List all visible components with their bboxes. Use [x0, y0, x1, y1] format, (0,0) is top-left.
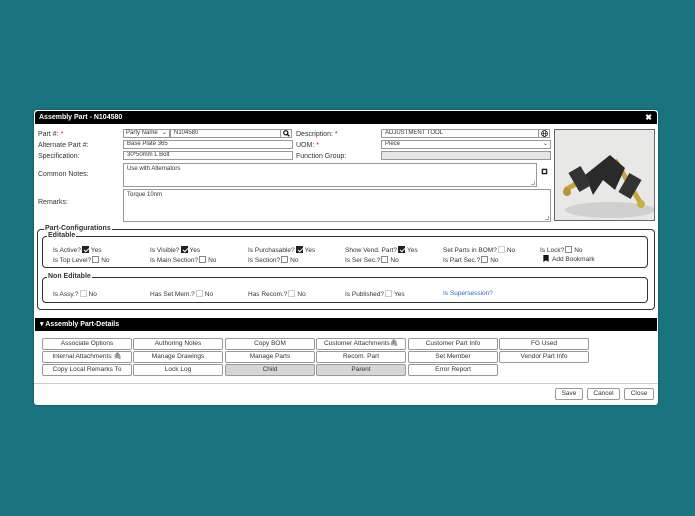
uom-select[interactable]: Piece ⌄ [381, 140, 551, 149]
description-input[interactable]: ADJUSTMENT TOOL [381, 129, 539, 138]
copy-local-remarks-button[interactable]: Copy Local Remarks To [42, 364, 132, 376]
paperclip-icon: 🖇 [113, 353, 122, 360]
bookmark-icon [543, 255, 549, 262]
fg-used-button[interactable]: FG Used [499, 338, 589, 350]
alternate-part-label: Alternate Part #: [38, 142, 89, 149]
common-notes-label: Common Notes: [38, 171, 89, 178]
caret-down-icon: ▾ [40, 321, 44, 328]
copy-bom-button[interactable]: Copy BOM [225, 338, 315, 350]
checkbox[interactable] [381, 256, 388, 263]
is-supersession-link[interactable]: Is Supersession? [443, 290, 493, 297]
uom-label: UOM: * [296, 142, 319, 149]
has-recom-option: Has Recom.? No [248, 291, 306, 298]
checkbox [288, 290, 295, 297]
part-no-label: Part #: * [38, 131, 64, 138]
specification-label: Specification: [38, 153, 80, 160]
assembly-part-dialog [34, 110, 658, 405]
function-group-input [381, 151, 551, 160]
close-button[interactable]: Close [624, 388, 654, 400]
save-button[interactable]: Save [555, 388, 583, 400]
show-vend-part-option[interactable]: Show Vend. Part? Yes [345, 247, 418, 254]
checkbox[interactable] [199, 256, 206, 263]
is-ser-sec-option[interactable]: Is Ser Sec.? No [345, 257, 399, 264]
part-type-select[interactable]: Party Name ⌄ [123, 129, 170, 138]
alternate-part-input[interactable]: Base Plate 365 [123, 140, 293, 149]
chevron-down-icon: ⌄ [542, 141, 548, 147]
manage-drawings-button[interactable]: Manage Drawings [133, 351, 223, 363]
checkbox[interactable] [498, 246, 505, 253]
function-group-label: Function Group: [296, 153, 347, 160]
customer-part-info-button[interactable]: Customer Part Info [408, 338, 498, 350]
checkbox[interactable] [92, 256, 99, 263]
lock-log-button[interactable]: Lock Log [133, 364, 223, 376]
part-configurations-fieldset [37, 225, 655, 310]
non-editable-legend: Non Editable [48, 273, 91, 280]
dialog-titlebar [35, 111, 657, 124]
has-set-mem-option: Has Set Mem.? No [150, 291, 214, 298]
is-part-sec-option[interactable]: Is Part Sec.? No [443, 257, 499, 264]
set-parts-in-bom-option[interactable]: Set Parts in BOM? No [443, 247, 516, 254]
checkbox[interactable] [481, 256, 488, 263]
is-active-option[interactable]: Is Active? Yes [53, 247, 102, 254]
notes-icon[interactable] [538, 168, 550, 177]
is-purchasable-option[interactable]: Is Purchasable? Yes [248, 247, 316, 254]
customer-attachments-button[interactable]: Customer Attachments🖇 [316, 338, 406, 350]
part-configurations-legend: Part-Configurations [45, 225, 111, 232]
is-top-level-option[interactable]: Is Top Level? No [53, 257, 110, 264]
authoring-notes-button[interactable]: Authoring Notes [133, 338, 223, 350]
non-editable-fieldset [42, 273, 648, 303]
checkbox[interactable] [565, 246, 572, 253]
checkbox[interactable] [296, 246, 303, 253]
child-button[interactable]: Child [225, 364, 315, 376]
vendor-part-info-button[interactable]: Vendor Part Info [499, 351, 589, 363]
dialog-title: Assembly Part - N104580 [39, 114, 123, 121]
checkbox [385, 290, 392, 297]
is-assy-option: Is Assy.? No [53, 291, 97, 298]
checkbox[interactable] [181, 246, 188, 253]
close-icon[interactable]: ✖ [645, 113, 652, 122]
add-bookmark-button[interactable]: Add Bookmark [543, 255, 595, 263]
cancel-button[interactable]: Cancel [587, 388, 620, 400]
is-lock-option[interactable]: Is Lock? No [540, 247, 583, 254]
is-published-option: Is Published? Yes [345, 291, 405, 298]
footer-divider [34, 383, 658, 384]
editable-legend: Editable [48, 232, 76, 239]
chevron-down-icon: ⌄ [161, 130, 167, 136]
error-report-button[interactable]: Error Report [408, 364, 498, 376]
checkbox [196, 290, 203, 297]
search-icon[interactable] [280, 129, 292, 138]
internal-attachments-button[interactable]: Internal Attachments 🖇 [42, 351, 132, 363]
description-label: Description: * [296, 131, 338, 138]
globe-icon[interactable] [538, 129, 550, 138]
associate-options-button[interactable]: Associate Options [42, 338, 132, 350]
is-section-option[interactable]: Is Section? No [248, 257, 299, 264]
remarks-textarea[interactable]: Torque 10nm [123, 189, 551, 222]
assembly-part-details-header[interactable]: ▾ Assembly Part-Details [35, 318, 657, 331]
checkbox[interactable] [398, 246, 405, 253]
recom-part-button[interactable]: Recom. Part [316, 351, 406, 363]
remarks-label: Remarks: [38, 199, 68, 206]
is-visible-option[interactable]: Is Visible? Yes [150, 247, 201, 254]
parent-button[interactable]: Parent [316, 364, 406, 376]
part-image [554, 129, 655, 221]
common-notes-textarea[interactable]: Use with Alternators [123, 163, 537, 187]
set-member-button[interactable]: Set Member [408, 351, 498, 363]
checkbox[interactable] [281, 256, 288, 263]
part-no-input[interactable]: N104580 [170, 129, 281, 138]
checkbox[interactable] [82, 246, 89, 253]
manage-parts-button[interactable]: Manage Parts [225, 351, 315, 363]
specification-input[interactable]: 30*50mm L Bolt [123, 151, 293, 160]
is-main-section-option[interactable]: Is Main Section? No [150, 257, 217, 264]
editable-fieldset [42, 232, 648, 268]
checkbox [80, 290, 87, 297]
paperclip-icon: 🖇 [389, 340, 398, 347]
